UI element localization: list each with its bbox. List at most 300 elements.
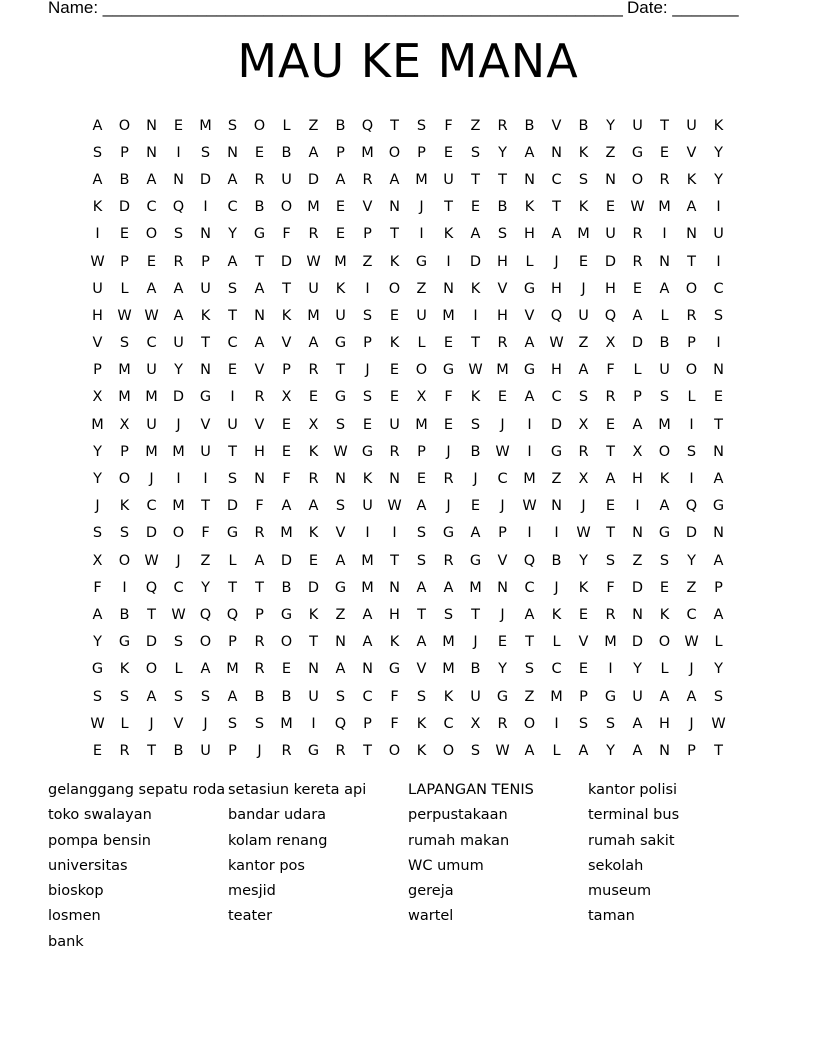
grid-letter: I: [311, 715, 316, 732]
grid-letter: C: [146, 199, 157, 216]
grid-letter: N: [497, 579, 508, 596]
grid-letter: W: [333, 443, 348, 460]
grid-letter: S: [92, 525, 103, 542]
grid-letter: R: [443, 552, 454, 569]
grid-letter: R: [686, 307, 697, 324]
grid-letter: C: [173, 579, 184, 596]
grid-letter: A: [524, 606, 535, 623]
grid-letter: Z: [686, 579, 697, 596]
grid-letter: S: [119, 688, 130, 705]
grid-row: [84, 112, 732, 139]
grid-letter: F: [255, 498, 264, 515]
grid-letter: B: [335, 117, 346, 134]
grid-letter: Q: [685, 498, 698, 515]
grid-letter: S: [200, 144, 211, 161]
grid-letter: N: [605, 171, 616, 188]
grid-letter: X: [605, 335, 616, 352]
grid-letter: I: [176, 471, 181, 488]
grid-letter: K: [281, 307, 292, 324]
grid-letter: B: [497, 199, 508, 216]
grid-letter: J: [500, 606, 505, 623]
grid-letter: J: [446, 498, 451, 515]
grid-row: [84, 139, 732, 166]
word-list-item: rumah makan: [408, 832, 510, 849]
grid-letter: T: [471, 335, 480, 352]
grid-letter: I: [662, 226, 667, 243]
grid-letter: S: [92, 144, 103, 161]
grid-letter: L: [174, 661, 183, 678]
grid-letter: I: [527, 525, 532, 542]
grid-letter: Z: [200, 552, 211, 569]
grid-letter: V: [497, 552, 508, 569]
grid-letter: U: [632, 688, 643, 705]
grid-letter: U: [659, 362, 670, 379]
grid-letter: T: [201, 498, 210, 515]
grid-row: [84, 166, 732, 193]
grid-letter: M: [199, 117, 212, 134]
grid-letter: N: [443, 280, 454, 297]
grid-letter: B: [470, 443, 481, 460]
grid-letter: D: [307, 579, 320, 596]
grid-letter: N: [659, 253, 670, 270]
grid-letter: E: [659, 144, 670, 161]
grid-letter: T: [714, 416, 723, 433]
grid-letter: V: [497, 280, 508, 297]
grid-letter: T: [606, 525, 615, 542]
grid-letter: K: [308, 443, 319, 460]
grid-letter: K: [443, 688, 454, 705]
grid-letter: K: [119, 498, 130, 515]
grid-letter: E: [281, 416, 292, 433]
word-list-item: terminal bus: [588, 807, 680, 824]
grid-letter: A: [524, 335, 535, 352]
grid-letter: N: [713, 362, 724, 379]
grid-letter: M: [361, 144, 374, 161]
grid-letter: E: [443, 335, 454, 352]
grid-letter: G: [226, 525, 239, 542]
grid-letter: M: [91, 416, 104, 433]
grid-letter: B: [254, 199, 265, 216]
grid-letter: L: [714, 634, 723, 651]
grid-letter: V: [335, 525, 346, 542]
grid-letter: H: [524, 226, 535, 243]
grid-letter: A: [254, 335, 265, 352]
grid-letter: M: [604, 634, 617, 651]
grid-letter: D: [631, 579, 644, 596]
grid-letter: T: [147, 606, 156, 623]
grid-letter: J: [554, 253, 559, 270]
grid-letter: O: [118, 117, 131, 134]
grid-letter: Y: [93, 443, 102, 460]
grid-letter: P: [417, 144, 426, 161]
grid-letter: I: [95, 226, 100, 243]
grid-letter: C: [146, 335, 157, 352]
grid-letter: U: [146, 416, 157, 433]
grid-letter: D: [631, 634, 644, 651]
grid-letter: X: [119, 416, 130, 433]
grid-letter: C: [362, 688, 373, 705]
grid-letter: B: [254, 688, 265, 705]
grid-letter: G: [118, 634, 131, 651]
grid-letter: C: [497, 471, 508, 488]
grid-letter: D: [199, 171, 212, 188]
grid-letter: M: [280, 715, 293, 732]
grid-letter: W: [90, 253, 105, 270]
grid-letter: K: [200, 307, 211, 324]
grid-letter: A: [416, 498, 427, 515]
grid-row: [84, 411, 732, 438]
grid-letter: E: [713, 389, 724, 406]
grid-letter: D: [172, 389, 185, 406]
grid-letter: E: [605, 498, 616, 515]
word-list-item: bandar udara: [228, 807, 327, 824]
grid-letter: S: [119, 335, 130, 352]
grid-letter: S: [335, 688, 346, 705]
word-list-item: gereja: [408, 883, 454, 900]
grid-letter: I: [176, 144, 181, 161]
grid-letter: M: [118, 362, 131, 379]
grid-letter: X: [308, 416, 319, 433]
grid-letter: X: [632, 443, 643, 460]
grid-letter: J: [176, 552, 181, 569]
word-list-item: LAPANGAN TENIS: [408, 782, 534, 798]
grid-letter: A: [416, 579, 427, 596]
grid-letter: I: [716, 335, 721, 352]
grid-letter: I: [635, 498, 640, 515]
grid-letter: Q: [199, 606, 212, 623]
grid-letter: I: [554, 715, 559, 732]
grid-letter: A: [227, 171, 238, 188]
grid-letter: S: [578, 171, 589, 188]
grid-letter: D: [118, 199, 131, 216]
grid-letter: W: [387, 498, 402, 515]
grid-letter: A: [578, 362, 589, 379]
grid-letter: U: [686, 117, 697, 134]
grid-letter: J: [149, 715, 154, 732]
grid-letter: A: [92, 171, 103, 188]
grid-letter: N: [389, 199, 400, 216]
grid-letter: T: [444, 199, 453, 216]
grid-letter: I: [473, 307, 478, 324]
grid-letter: J: [203, 715, 208, 732]
grid-letter: B: [281, 144, 292, 161]
grid-letter: R: [632, 226, 643, 243]
grid-letter: L: [120, 715, 129, 732]
grid-letter: H: [551, 362, 562, 379]
grid-letter: S: [578, 389, 589, 406]
grid-letter: N: [524, 171, 535, 188]
grid-letter: G: [712, 498, 725, 515]
grid-letter: A: [362, 606, 373, 623]
grid-letter: T: [714, 742, 723, 759]
grid-letter: O: [172, 525, 185, 542]
grid-letter: K: [308, 606, 319, 623]
grid-letter: A: [713, 552, 724, 569]
grid-letter: V: [362, 199, 373, 216]
grid-letter: Q: [604, 307, 617, 324]
grid-letter: B: [659, 335, 670, 352]
grid-letter: V: [416, 661, 427, 678]
grid-letter: W: [711, 715, 726, 732]
grid-letter: U: [632, 117, 643, 134]
date-field-line: Date: _______: [627, 0, 739, 17]
grid-letter: D: [226, 498, 239, 515]
grid-letter: Y: [714, 171, 723, 188]
grid-letter: T: [309, 634, 318, 651]
word-list-item: rumah sakit: [588, 832, 675, 849]
grid-letter: M: [226, 661, 239, 678]
grid-letter: C: [551, 389, 562, 406]
grid-letter: Y: [714, 144, 723, 161]
grid-letter: E: [605, 416, 616, 433]
grid-letter: J: [446, 443, 451, 460]
grid-row: [84, 438, 732, 465]
grid-letter: A: [254, 280, 265, 297]
grid-letter: E: [335, 199, 346, 216]
grid-letter: P: [687, 742, 696, 759]
grid-letter: O: [631, 171, 644, 188]
grid-letter: A: [524, 742, 535, 759]
grid-letter: E: [632, 280, 643, 297]
grid-letter: E: [389, 307, 400, 324]
grid-letter: A: [146, 688, 157, 705]
grid-letter: U: [146, 362, 157, 379]
grid-letter: G: [550, 443, 563, 460]
grid-letter: F: [606, 579, 615, 596]
grid-letter: S: [470, 742, 481, 759]
grid-letter: I: [446, 253, 451, 270]
grid-letter: K: [713, 117, 724, 134]
word-list-item: sekolah: [588, 857, 644, 874]
grid-letter: G: [631, 144, 644, 161]
grid-letter: F: [606, 362, 615, 379]
grid-letter: J: [473, 634, 478, 651]
grid-letter: B: [281, 579, 292, 596]
grid-letter: S: [119, 525, 130, 542]
word-list-item: setasiun kereta api: [228, 782, 367, 798]
grid-letter: S: [578, 715, 589, 732]
grid-letter: F: [444, 117, 453, 134]
grid-letter: G: [415, 253, 428, 270]
grid-letter: A: [416, 634, 427, 651]
grid-letter: Z: [578, 335, 589, 352]
grid-letter: T: [282, 280, 291, 297]
grid-letter: R: [173, 253, 184, 270]
grid-letter: N: [200, 226, 211, 243]
grid-letter: K: [578, 199, 589, 216]
grid-letter: U: [308, 280, 319, 297]
grid-letter: V: [200, 416, 211, 433]
grid-letter: M: [496, 362, 509, 379]
grid-letter: S: [173, 226, 184, 243]
grid-letter: V: [551, 117, 562, 134]
grid-letter: A: [686, 199, 697, 216]
grid-letter: S: [605, 715, 616, 732]
grid-letter: V: [686, 144, 697, 161]
grid-letter: R: [632, 253, 643, 270]
grid-letter: O: [118, 552, 131, 569]
grid-letter: A: [362, 634, 373, 651]
grid-letter: C: [713, 280, 724, 297]
grid-letter: O: [145, 661, 158, 678]
grid-letter: C: [524, 579, 535, 596]
grid-letter: W: [90, 715, 105, 732]
grid-letter: N: [713, 443, 724, 460]
grid-letter: V: [173, 715, 184, 732]
grid-letter: O: [523, 715, 536, 732]
grid-letter: Y: [606, 742, 615, 759]
grid-letter: U: [200, 742, 211, 759]
grid-letter: R: [281, 742, 292, 759]
grid-letter: G: [469, 552, 482, 569]
grid-letter: T: [471, 606, 480, 623]
grid-letter: A: [605, 471, 616, 488]
grid-letter: A: [335, 552, 346, 569]
word-list-item: museum: [588, 883, 652, 900]
grid-letter: P: [363, 715, 372, 732]
word-list-item: gelanggang sepatu roda: [48, 782, 226, 798]
grid-letter: N: [659, 742, 670, 759]
grid-letter: K: [416, 742, 427, 759]
grid-letter: E: [497, 389, 508, 406]
grid-letter: E: [578, 253, 589, 270]
letter-grid: [84, 112, 732, 765]
grid-letter: G: [334, 389, 347, 406]
grid-letter: T: [471, 171, 480, 188]
grid-letter: R: [254, 389, 265, 406]
grid-letter: B: [119, 606, 130, 623]
grid-letter: S: [713, 307, 724, 324]
grid-letter: W: [522, 498, 537, 515]
grid-row: [84, 465, 732, 492]
grid-letter: E: [146, 253, 157, 270]
grid-letter: E: [443, 144, 454, 161]
grid-letter: Y: [174, 362, 183, 379]
grid-letter: A: [200, 661, 211, 678]
grid-letter: X: [578, 471, 589, 488]
grid-row: [84, 248, 732, 275]
grid-letter: W: [495, 443, 510, 460]
word-list-item: mesjid: [228, 883, 276, 900]
grid-letter: W: [468, 362, 483, 379]
grid-letter: A: [389, 171, 400, 188]
grid-letter: J: [419, 199, 424, 216]
grid-row: [84, 629, 732, 656]
word-list-item: wartel: [408, 908, 454, 925]
grid-letter: I: [203, 199, 208, 216]
grid-letter: E: [254, 144, 265, 161]
grid-letter: K: [686, 171, 697, 188]
grid-letter: I: [203, 471, 208, 488]
grid-letter: Y: [498, 661, 507, 678]
grid-letter: J: [581, 280, 586, 297]
grid-letter: H: [659, 715, 670, 732]
grid-letter: T: [660, 117, 669, 134]
grid-letter: P: [228, 634, 237, 651]
grid-letter: A: [659, 688, 670, 705]
grid-letter: V: [578, 634, 589, 651]
grid-letter: M: [577, 226, 590, 243]
grid-letter: V: [92, 335, 103, 352]
grid-letter: A: [659, 498, 670, 515]
grid-letter: E: [173, 117, 184, 134]
grid-letter: C: [227, 335, 238, 352]
grid-letter: H: [551, 280, 562, 297]
grid-letter: P: [228, 742, 237, 759]
grid-letter: C: [686, 606, 697, 623]
grid-letter: P: [282, 362, 291, 379]
grid-letter: S: [659, 552, 670, 569]
grid-letter: L: [633, 362, 642, 379]
grid-letter: E: [389, 389, 400, 406]
word-list-item: kolam renang: [228, 832, 328, 849]
grid-letter: U: [200, 443, 211, 460]
grid-letter: O: [442, 742, 455, 759]
grid-letter: P: [687, 335, 696, 352]
grid-letter: K: [92, 199, 103, 216]
grid-letter: A: [227, 253, 238, 270]
grid-letter: H: [497, 307, 508, 324]
grid-letter: W: [495, 742, 510, 759]
grid-letter: A: [308, 335, 319, 352]
grid-letter: S: [362, 307, 373, 324]
grid-letter: Y: [498, 144, 507, 161]
grid-letter: K: [416, 715, 427, 732]
grid-letter: A: [632, 742, 643, 759]
grid-letter: M: [280, 525, 293, 542]
grid-letter: I: [392, 525, 397, 542]
grid-letter: R: [254, 634, 265, 651]
grid-row: [84, 710, 732, 737]
grid-letter: S: [686, 443, 697, 460]
grid-letter: G: [496, 688, 509, 705]
grid-letter: K: [362, 471, 373, 488]
grid-row: [84, 520, 732, 547]
grid-letter: O: [658, 443, 671, 460]
grid-letter: H: [92, 307, 103, 324]
grid-letter: H: [389, 606, 400, 623]
grid-letter: H: [632, 471, 643, 488]
grid-letter: W: [549, 335, 564, 352]
grid-letter: E: [227, 362, 238, 379]
grid-letter: E: [281, 661, 292, 678]
grid-letter: F: [444, 389, 453, 406]
grid-letter: V: [281, 335, 292, 352]
grid-row: [84, 330, 732, 357]
grid-letter: W: [144, 552, 159, 569]
grid-letter: R: [119, 742, 130, 759]
grid-letter: U: [362, 498, 373, 515]
grid-letter: S: [497, 226, 508, 243]
grid-letter: B: [551, 552, 562, 569]
grid-row: [84, 493, 732, 520]
grid-letter: H: [254, 443, 265, 460]
grid-letter: P: [498, 525, 507, 542]
grid-row: [84, 574, 732, 601]
grid-letter: Z: [335, 606, 346, 623]
grid-letter: G: [91, 661, 104, 678]
grid-letter: M: [469, 579, 482, 596]
grid-letter: S: [713, 688, 724, 705]
grid-letter: K: [389, 253, 400, 270]
word-list-item: universitas: [48, 857, 128, 874]
grid-letter: E: [362, 416, 373, 433]
grid-letter: S: [605, 552, 616, 569]
grid-letter: O: [388, 280, 401, 297]
grid-letter: A: [173, 280, 184, 297]
grid-letter: A: [335, 171, 346, 188]
grid-letter: W: [630, 199, 645, 216]
